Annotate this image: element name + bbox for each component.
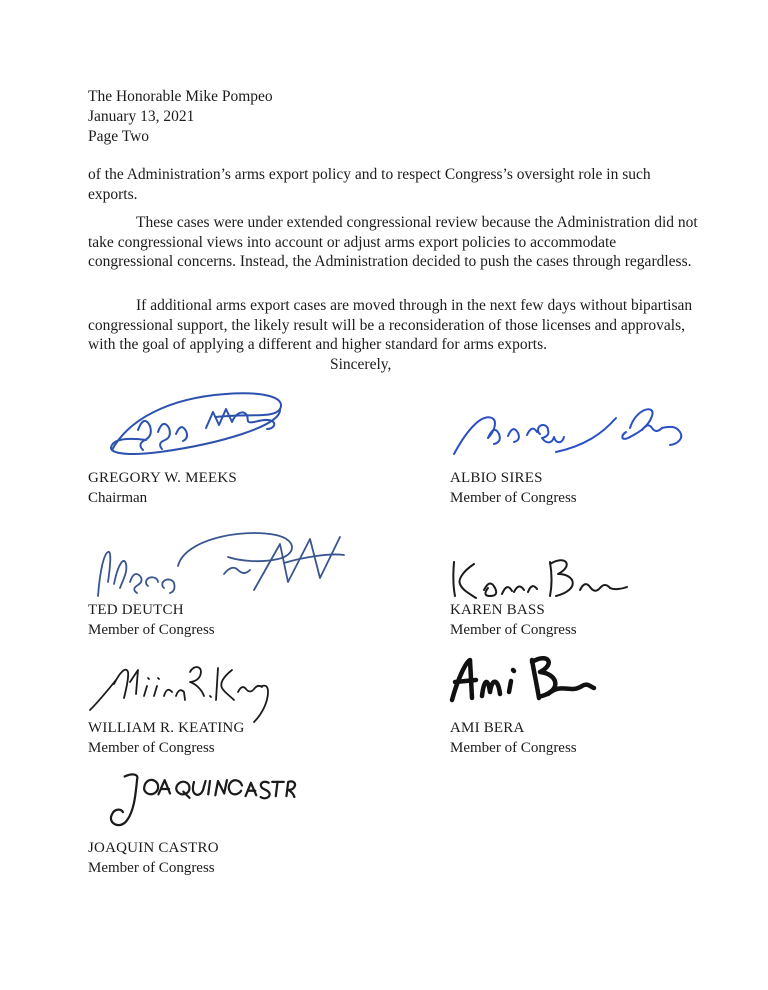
- recipient-line: The Honorable Mike Pompeo: [88, 88, 273, 105]
- signatory-label-sires: [450, 468, 577, 508]
- signatory-title: Member of Congress: [88, 860, 215, 876]
- signatory-title: Member of Congress: [88, 740, 215, 756]
- signature-william-keating-image: [86, 658, 268, 724]
- signatory-label-bera: [450, 718, 577, 758]
- paragraph-3: If additional arms export cases are moved through in the next few days without bipartisan congressional support, the likely result will be a reconsideration of those licenses and approvals, with the goal of applying a different and higher standard for arms exports.: [88, 297, 693, 353]
- letter-header: [88, 87, 273, 147]
- signature-karen-bass-image: [446, 556, 628, 602]
- signatory-name: GREGORY W. MEEKS: [88, 470, 237, 486]
- signatory-title: Member of Congress: [450, 622, 577, 638]
- signature-gregory-meeks-image: [98, 386, 296, 466]
- signatory-label-bass: [450, 600, 577, 640]
- signatory-name: KAREN BASS: [450, 602, 545, 618]
- signatory-name: JOAQUIN CASTRO: [88, 840, 219, 856]
- signatory-name: ALBIO SIRES: [450, 470, 543, 486]
- paragraph-1: of the Administration’s arms export policy and to respect Congress’s oversight role in such exports.: [88, 166, 651, 203]
- page-number-line: Page Two: [88, 128, 150, 145]
- signatory-title: Chairman: [88, 490, 148, 506]
- date-line: January 13, 2021: [88, 108, 195, 125]
- signature-albio-sires-image: [448, 400, 680, 458]
- signatory-title: Member of Congress: [88, 622, 215, 638]
- signatory-title: Member of Congress: [450, 740, 577, 756]
- paragraph-2: These cases were under extended congressional review because the Administration did not take congressional views into account or adjust arms export policies to accommodate congressional concerns. Instead, the Administration decided to push the cases through regardless.: [88, 214, 698, 270]
- signatory-title: Member of Congress: [450, 490, 577, 506]
- signature-ted-deutch-image: [90, 528, 346, 604]
- closing-sincerely: Sincerely,: [330, 356, 392, 373]
- signature-ami-bera-image: [446, 652, 596, 704]
- signatory-label-meeks: [88, 468, 237, 508]
- signatory-label-deutch: [88, 600, 215, 640]
- signature-joaquin-castro-image: [98, 762, 298, 832]
- signatory-name: AMI BERA: [450, 720, 525, 736]
- signatory-label-keating: [88, 718, 245, 758]
- signatory-name: TED DEUTCH: [88, 602, 184, 618]
- signatory-label-castro: [88, 838, 219, 878]
- signatory-name: WILLIAM R. KEATING: [88, 720, 245, 736]
